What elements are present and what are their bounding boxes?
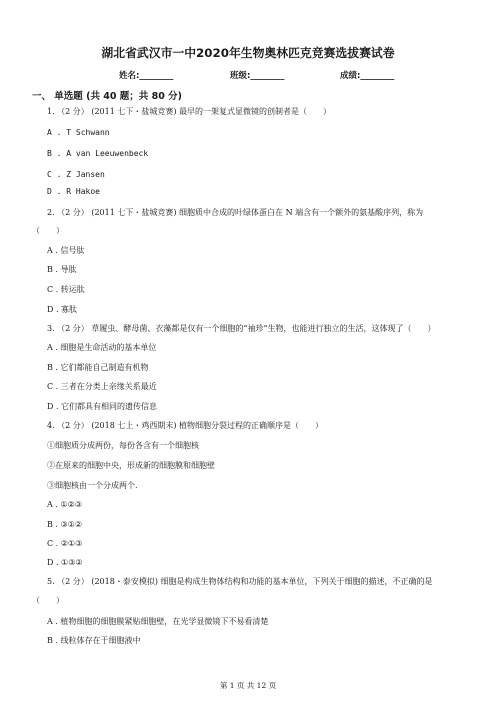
section-heading: 一、 单选题 (共 40 题；共 80 分)	[32, 91, 182, 102]
score-field: 成绩:________	[340, 71, 395, 81]
page-title: 湖北省武汉市一中2020年生物奥林匹克竞赛选拔赛试卷	[101, 46, 395, 60]
q4-option-d: D . ①③②	[47, 558, 83, 567]
question-2-stem: 2. （2 分） (2011 七下・盐城竞赛) 细胞质中合成的叶绿体蛋白在 N 端含有一个额外的氨基酸序列，称为	[47, 208, 424, 217]
q3-option-a: A . 细胞是生命活动的基本单位	[47, 343, 157, 352]
q3-option-b: B . 它们都能自己制造有机物	[47, 363, 149, 372]
name-field: 姓名:________	[119, 71, 174, 81]
q3-option-c: C . 三者在分类上亲缘关系最近	[47, 382, 157, 391]
question-3-stem: 3. （2 分） 草履虫、酵母菌、衣藻都是仅有一个细胞的“袖珍”生物，也能进行独立的生活，这体现了（ ）	[47, 324, 436, 333]
q3-option-d: D . 它们都具有相同的遗传信息	[47, 402, 158, 411]
question-2-stem-cont: （ ）	[32, 226, 64, 235]
q5-option-a: A . 植物细胞的细胞膜紧贴细胞壁，在光学显微镜下不易看清楚	[47, 617, 269, 626]
q5-option-b: B . 线粒体存在于细胞液中	[47, 636, 141, 645]
question-4-stem: 4. （2 分） (2018 七上・鸡西期末) 植物细胞分裂过程的正确顺序是（ ）	[47, 421, 324, 430]
q4-option-a: A . ①②③	[47, 500, 82, 509]
q4-item-2: ②在原来的细胞中央，形成新的细胞膜和细胞壁	[47, 461, 215, 470]
question-1-stem: 1. （2 分） (2011 七下・盐城竞赛) 最早的一架复式显微镜的创制者是（ ）	[47, 107, 332, 116]
q1-option-d: D . R Hakoe	[47, 187, 100, 196]
q4-option-c: C . ②①③	[47, 539, 83, 548]
q1-option-c: C . Z Jansen	[47, 170, 105, 179]
student-info-row	[0, 69, 496, 83]
q2-option-b: B . 导肽	[47, 265, 77, 274]
page-footer: 第 1 页 共 12 页	[219, 681, 277, 690]
q2-option-d: D . 寡肽	[47, 305, 78, 314]
q4-option-b: B . ③①②	[47, 520, 83, 529]
q2-option-a: A . 信号肽	[47, 246, 85, 255]
class-field: 班级:________	[230, 71, 285, 81]
q4-item-1: ①细胞质分成两份，每份各含有一个细胞核	[47, 441, 199, 450]
question-5-stem-cont: （ ）	[32, 596, 64, 605]
q2-option-c: C . 转运肽	[47, 285, 85, 294]
q4-item-3: ③细胞核由一个分成两个.	[47, 481, 138, 490]
question-5-stem: 5. （2 分） (2018・泰安模拟) 细胞是构成生物体结构和功能的基本单位，下列关于细胞的描述，不正确的是	[47, 577, 433, 586]
q1-option-b: B . A van Leeuwenbeck	[47, 149, 149, 158]
q1-option-a: A . T Schwann	[47, 128, 110, 137]
